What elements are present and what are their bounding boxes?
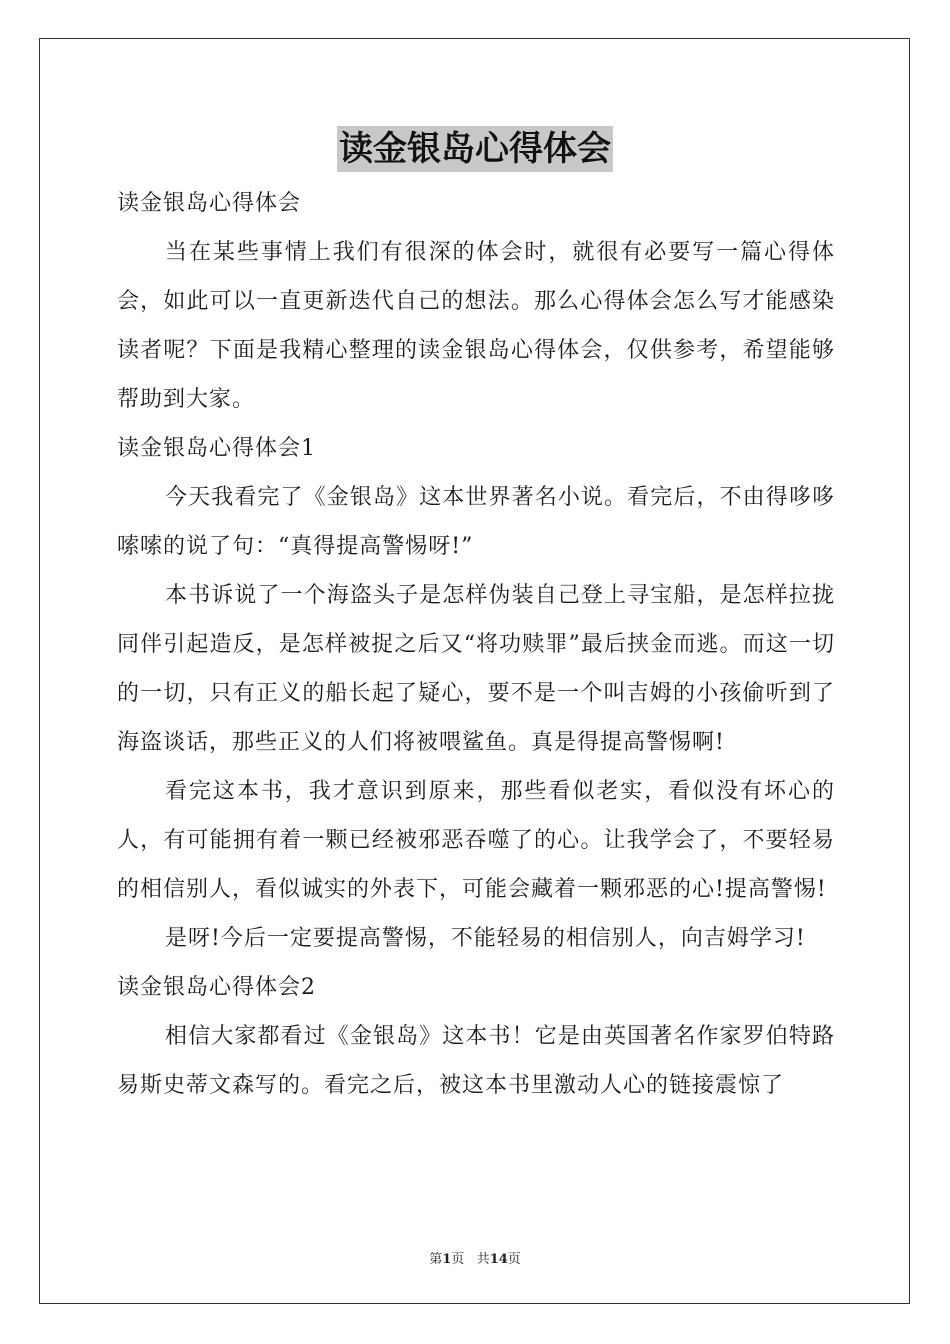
document-title-wrapper bbox=[0, 126, 950, 172]
page-footer bbox=[0, 1248, 950, 1267]
paragraph: 今天我看完了《金银岛》这本世界著名小说。看完后，不由得哆哆嗦嗦的说了句：“真得提高警惕呀!” bbox=[117, 485, 835, 559]
paragraph: 本书诉说了一个海盗头子是怎样伪装自己登上寻宝船，是怎样拉拢同伴引起造反，是怎样被捉之后又“将功赎罪”最后挟金而逃。而这一切的一切，只有正义的船长起了疑心，要不是一个叫吉姆的小孩偷听到了海盗谈话，那些正义的人们将被喂鲨鱼。真是得提高警惕啊! bbox=[117, 583, 835, 755]
footer-total-suffix: 页 bbox=[507, 1252, 521, 1267]
section-heading-2: 读金银岛心得体会2 bbox=[117, 975, 316, 1000]
footer-total-prefix: 共 bbox=[476, 1252, 490, 1267]
paragraph: 是呀!今后一定要提高警惕，不能轻易的相信别人，向吉姆学习! bbox=[165, 926, 806, 951]
footer-total-pages: 14 bbox=[489, 1252, 508, 1267]
paragraph-heading: 读金银岛心得体会 bbox=[117, 191, 302, 216]
paragraph-intro: 当在某些事情上我们有很深的体会时，就很有必要写一篇心得体会，如此可以一直更新迭代自己的想法。那么心得体会怎么写才能感染读者呢？下面是我精心整理的读金银岛心得体会，仅供参考，希望能够帮助到大家。 bbox=[117, 240, 835, 412]
footer-prefix: 第 bbox=[429, 1252, 443, 1267]
document-title: 读金银岛心得体会 bbox=[337, 126, 613, 172]
paragraph: 看完这本书，我才意识到原来，那些看似老实，看似没有坏心的人，有可能拥有着一颗已经被邪恶吞噬了的心。让我学会了，不要轻易的相信别人，看似诚实的外表下，可能会藏着一颗邪恶的心!提高警惕! bbox=[117, 779, 835, 902]
paragraph: 相信大家都看过《金银岛》这本书！它是由英国著名作家罗伯特路易斯史蒂文森写的。看完之后，被这本书里激动人心的链接震惊了 bbox=[117, 1024, 835, 1098]
document-body bbox=[117, 179, 835, 1110]
section-heading-1: 读金银岛心得体会1 bbox=[117, 436, 316, 461]
footer-page-number: 1 bbox=[442, 1252, 452, 1267]
footer-page-suffix: 页 bbox=[451, 1252, 465, 1267]
